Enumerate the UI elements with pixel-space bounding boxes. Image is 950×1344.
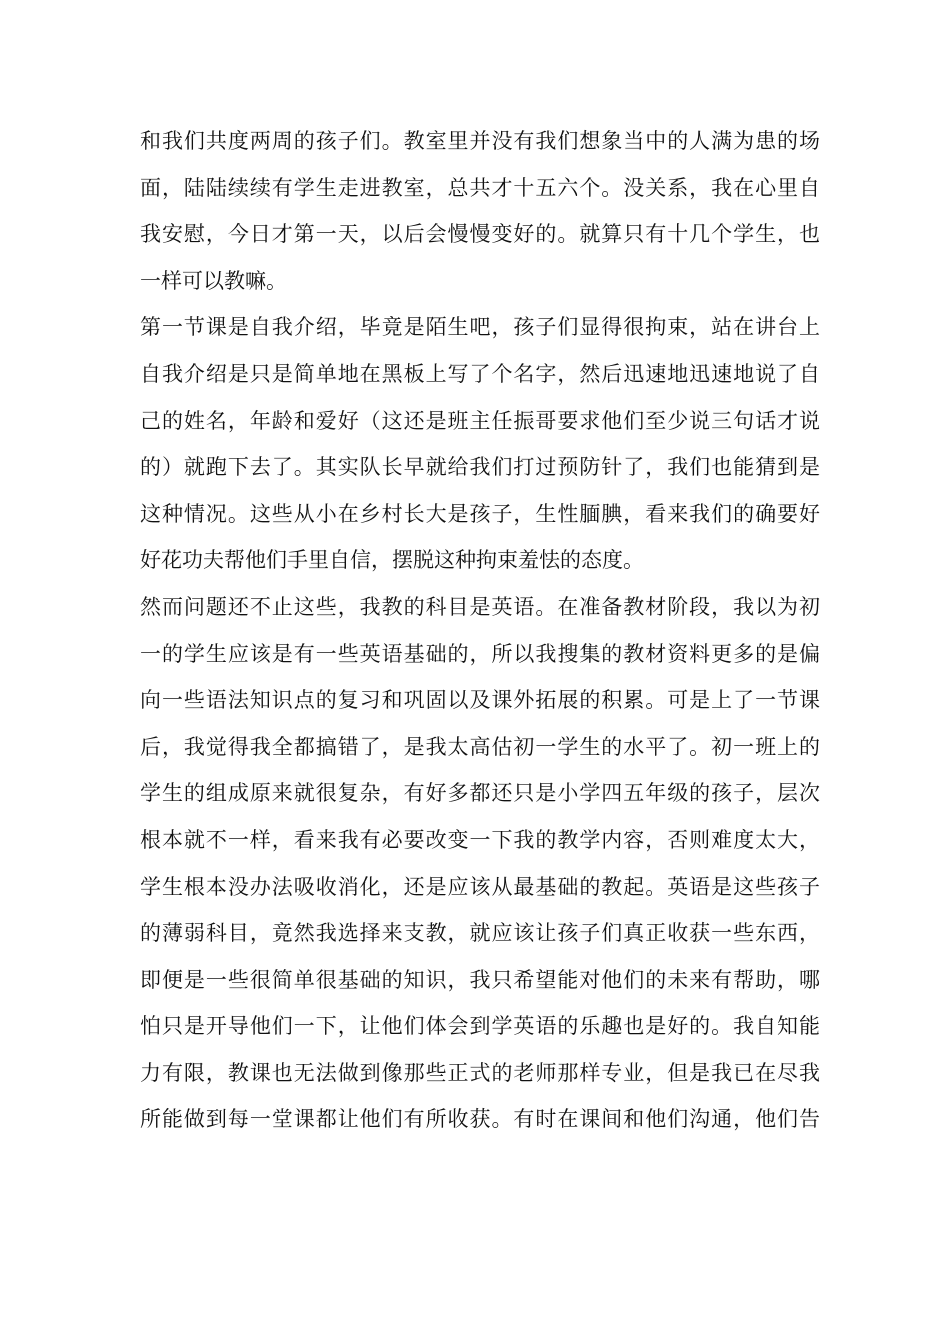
text-line: 好花功夫帮他们手里自信，摆脱这种拘束羞怯的态度。 bbox=[140, 548, 644, 573]
text-line: 这种情况。这些从小在乡村长大是孩子，生性腼腆，看来我们的确要好 bbox=[140, 501, 820, 526]
text-line: 所能做到每一堂课都让他们有所收获。有时在课间和他们沟通，他们告 bbox=[140, 1107, 820, 1132]
text-line: 根本就不一样，看来我有必要改变一下我的教学内容，否则难度太大， bbox=[140, 827, 820, 852]
text-line: 和我们共度两周的孩子们。教室里并没有我们想象当中的人满为患的场 bbox=[140, 129, 820, 153]
text-line: 力有限，教课也无法做到像那些正式的老师那样专业，但是我已在尽我 bbox=[140, 1060, 820, 1085]
text-line: 的）就跑下去了。其实队长早就给我们打过预防针了，我们也能猜到是 bbox=[140, 455, 820, 480]
paragraph-2 bbox=[140, 304, 820, 584]
text-line: 一样可以教嘛。 bbox=[140, 268, 287, 293]
document-body bbox=[140, 118, 820, 1143]
text-line: 一的学生应该是有一些英语基础的，所以我搜集的教材资料更多的是偏 bbox=[140, 641, 820, 666]
text-line: 第一节课是自我介绍，毕竟是陌生吧，孩子们显得很拘束，站在讲台上 bbox=[140, 315, 820, 340]
text-line: 学生根本没办法吸收消化，还是应该从最基础的教起。英语是这些孩子 bbox=[140, 874, 820, 899]
paragraph-3 bbox=[140, 584, 820, 1143]
text-line: 的薄弱科目，竟然我选择来支教，就应该让孩子们真正收获一些东西， bbox=[140, 921, 820, 946]
text-line: 面，陆陆续续有学生走进教室，总共才十五六个。没关系，我在心里自 bbox=[140, 175, 820, 200]
text-line: 后，我觉得我全都搞错了，是我太高估初一学生的水平了。初一班上的 bbox=[140, 734, 820, 759]
text-line: 己的姓名，年龄和爱好（这还是班主任振哥要求他们至少说三句话才说 bbox=[140, 408, 820, 433]
text-line: 向一些语法知识点的复习和巩固以及课外拓展的积累。可是上了一节课 bbox=[140, 688, 820, 713]
text-line: 自我介绍是只是简单地在黑板上写了个名字，然后迅速地迅速地说了自 bbox=[140, 361, 820, 386]
paragraph-1 bbox=[140, 118, 820, 304]
text-line: 然而问题还不止这些，我教的科目是英语。在准备教材阶段，我以为初 bbox=[140, 594, 820, 619]
text-line: 即便是一些很简单很基础的知识，我只希望能对他们的未来有帮助，哪 bbox=[140, 967, 820, 992]
text-line: 怕只是开导他们一下，让他们体会到学英语的乐趣也是好的。我自知能 bbox=[140, 1014, 820, 1039]
text-line: 学生的组成原来就很复杂，有好多都还只是小学四五年级的孩子，层次 bbox=[140, 781, 820, 806]
text-line: 我安慰，今日才第一天，以后会慢慢变好的。就算只有十几个学生，也 bbox=[140, 222, 820, 247]
